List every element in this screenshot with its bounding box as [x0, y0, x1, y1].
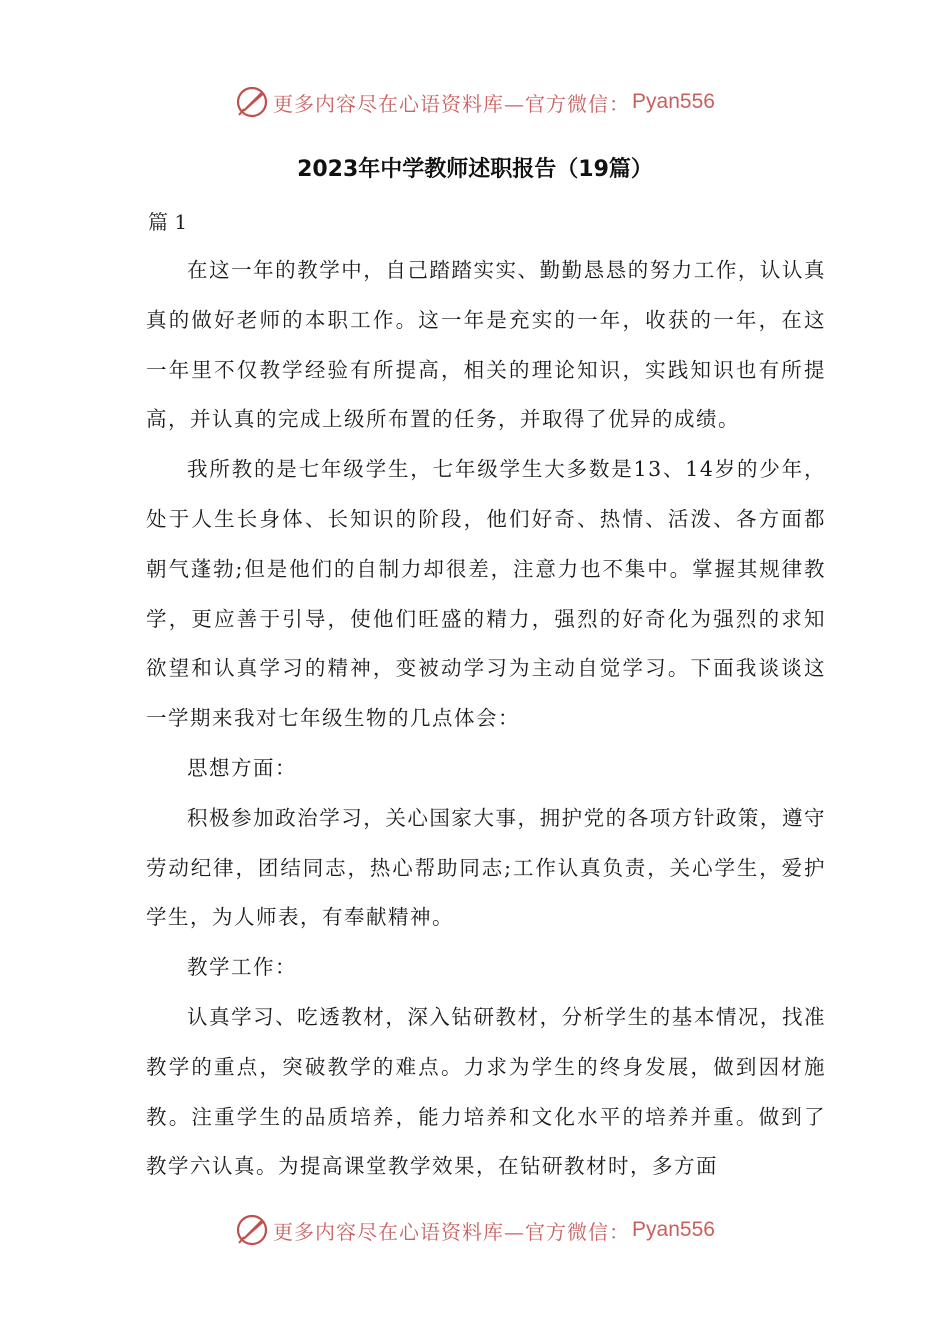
paragraph: 思想方面：: [187, 755, 297, 780]
watermark-text: 更多内容尽在心语资料库—官方微信：: [273, 1219, 631, 1244]
pen-feather-icon: [235, 85, 269, 119]
paragraph: 认真学习、吃透教材，深入钻研教材，分析学生的基本情况，找准教学的重点，突破教学的难点。力求为学生的终身发展，做到因材施教。注重学生的品质培养，能力培养和文化水平的培养并重。做到了教学六认真。为提高课堂教学效果，在钻研教材时，多方面: [146, 1004, 826, 1179]
watermark-id: Pyan556: [632, 90, 715, 113]
document-body: [146, 246, 826, 1192]
watermark-text: 更多内容尽在心语资料库—官方微信：: [273, 91, 631, 116]
watermark-id: Pyan556: [632, 1218, 715, 1241]
pen-feather-icon: [235, 1213, 269, 1247]
document-title: 2023年中学教师述职报告（19篇）: [297, 157, 653, 182]
section-label: 篇 1: [148, 210, 188, 234]
paragraph: 教学工作：: [187, 955, 297, 980]
paragraph: 在这一年的教学中，自己踏踏实实、勤勤恳恳的努力工作，认认真真的做好老师的本职工作。这一年是充实的一年，收获的一年，在这一年里不仅教学经验有所提高，相关的理论知识，实践知识也有所提高，并认真的完成上级所布置的任务，并取得了优异的成绩。: [146, 258, 826, 432]
paragraph: 我所教的是七年级学生，七年级学生大多数是13、14岁的少年，处于人生长身体、长知识的阶段，他们好奇、热情、活泼、各方面都朝气蓬勃;但是他们的自制力却很差，注意力也不集中。掌握其规律教学，更应善于引导，使他们旺盛的精力，强烈的好奇化为强烈的求知欲望和认真学习的精神，变被动学习为主动自觉学习。下面我谈谈这一学期来我对七年级生物的几点体会：: [146, 457, 826, 731]
paragraph: 积极参加政治学习，关心国家大事，拥护党的各项方针政策，遵守劳动纪律，团结同志，热心帮助同志;工作认真负责，关心学生，爱护学生，为人师表，有奉献精神。: [146, 805, 826, 930]
footer-watermark: [0, 1210, 950, 1250]
header-watermark: [0, 82, 950, 122]
